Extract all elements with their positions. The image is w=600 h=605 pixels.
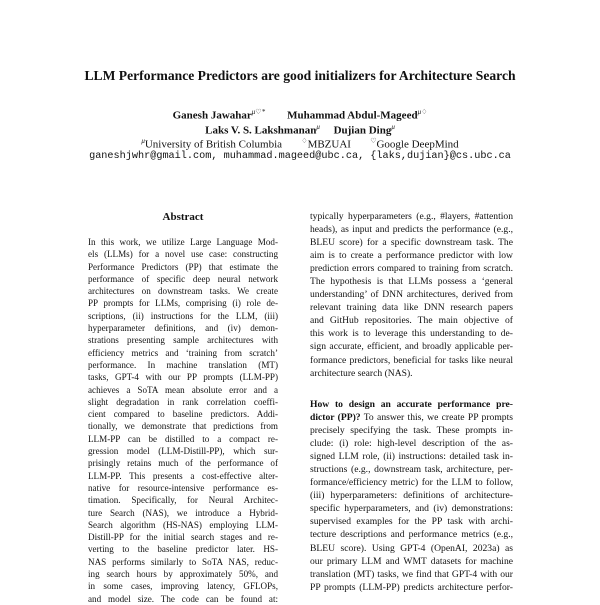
- text-line: performance. In machine translation (MT): [88, 359, 278, 370]
- author-emails: ganeshjwhr@gmail.com, muhammad.mageed@ubc.ca, {laks,dujian}@cs.ubc.ca: [89, 151, 511, 162]
- text-line: translation (MT) tasks, we find that GPT-4 with our: [310, 568, 513, 580]
- text-line: typically hyperparameters (e.g., #layers, #attention: [310, 211, 513, 222]
- text-line: in some cases, improving latency, GFLOPs,: [88, 581, 278, 592]
- text-line: supervised examples for the PP task with archi-: [310, 516, 513, 528]
- text-line: relevant training data like DNN research papers: [310, 302, 513, 314]
- text-line: strations presenting sample architectures with: [88, 335, 278, 346]
- text-line: our primary LLM and WMT datasets for machine: [310, 555, 513, 567]
- text-line: timation. Specifically, for Neural Architec-: [88, 495, 278, 506]
- text-line: tionally, we demonstrate that predictions from: [88, 421, 278, 432]
- text-line: Performance Predictors (PP) that estimate the: [88, 261, 278, 272]
- text-line: tasks, GPT-4 with our PP prompts (LLM-PP): [88, 372, 278, 383]
- text-line: hyperparameter definitions, and (iv) demon-: [88, 323, 278, 334]
- text-line: and model size. The code can be found at:: [88, 593, 278, 604]
- text-line: verting to the baseline predictor later. HS-: [88, 544, 278, 555]
- author-name: Laks V. S. Lakshmanan: [205, 124, 317, 137]
- text-line: aim is to create a performance predictor with low: [310, 250, 513, 262]
- text-line: els (LLMs) for a novel use case: constructing: [88, 249, 278, 260]
- text-line: sign accurate, efficient, and broadly applicable per-: [310, 341, 513, 353]
- text-line: BLEU score) for a specific downstream task. The: [310, 237, 513, 249]
- text-line: performance of specific deep neural network: [88, 273, 278, 284]
- affil-sup: ♡: [370, 137, 377, 145]
- text-line: Distill-PP for the initial search stages and re-: [88, 532, 278, 543]
- text-line: architecture search (NAS).: [310, 367, 413, 379]
- text-line: prediction errors compared to training from scratch.: [310, 263, 513, 275]
- abstract-body: [88, 236, 278, 605]
- text-line: structions (e.g., downstream task, architecture, per-: [310, 464, 513, 476]
- paper-title: LLM Performance Predictors are good initializers for Architecture Search: [84, 68, 516, 83]
- affil-sup: μ: [141, 137, 145, 145]
- author-sup: μ: [391, 123, 395, 131]
- text-line: PP prompts (LLM-PP) predicts architecture perfor-: [310, 581, 513, 593]
- text-line: cient compared to baseline predictors. Addi-: [88, 409, 278, 420]
- text-line: tecture descriptions and performance metrics (e.g.,: [310, 529, 513, 541]
- text-line: LLM-PP. This presents a cost-effective alter-: [88, 470, 278, 481]
- text-line: dictor (PP)? To answer this, we create PP prompts: [310, 412, 513, 424]
- text-line: scriptions, (ii) instructions for the LLM, (iii): [88, 310, 278, 321]
- text-line: and GitHub repositories. The main objective of: [310, 315, 513, 327]
- text-line: PP prompts for LLMs, comprising (i) role de-: [88, 298, 278, 309]
- text-line: slight degradation in rank correlation coeffi-: [88, 396, 278, 407]
- author-sup: μ: [316, 123, 320, 131]
- text-line: The hypothesis is that LLMs possess a ‘general: [310, 276, 513, 288]
- text-line: achieves a SoTA mean absolute error and a: [88, 384, 278, 395]
- text-line: formance/efficiency metric) for the LLM to follow,: [310, 477, 513, 489]
- paragraph-lines: [310, 424, 513, 594]
- text-line: In this work, we utilize Large Language Mod-: [88, 237, 278, 247]
- affiliation-deepmind: Google DeepMind: [376, 138, 459, 151]
- intro-paragraph: [310, 210, 513, 380]
- affiliation-mbzuai: MBZUAI: [307, 138, 351, 151]
- author-sup: μ♢: [417, 108, 428, 116]
- text-line: Search algorithm (HS-NAS) employing LLM-: [88, 519, 278, 530]
- affiliation-ubc: University of British Columbia: [144, 138, 283, 151]
- text-line: signed LLM role, (ii) instructions: detailed task in-: [310, 451, 513, 463]
- text-line: architectures on downstream tasks. We create: [88, 286, 278, 297]
- text-line: understanding’ of DNN architectures, derived from: [310, 289, 513, 301]
- author-name: Dujian Ding: [333, 124, 392, 137]
- text-line: NAS performs similarly to SoTA NAS, reduc-: [88, 556, 278, 567]
- author-name: Muhammad Abdul-Mageed: [287, 109, 418, 122]
- text-line: formance predictors, beneficial for tasks like neural: [310, 354, 513, 366]
- affiliations: [0, 137, 600, 151]
- paragraph-heading: How to design an accurate performance pre-: [310, 399, 513, 410]
- author-sup: μ♡*: [251, 108, 266, 116]
- text-line: efficiency metrics and ‘training from scratch’: [88, 347, 278, 358]
- author-line-1: [0, 108, 600, 122]
- text-line: BLEU score). Using GPT-4 (OpenAI, 2023a) as: [310, 542, 513, 554]
- text-line: gression model (LLM-Distill-PP), which sur-: [88, 446, 278, 457]
- text-line: ing search hours by approximately 50%, and: [88, 569, 278, 580]
- text-line: heads), as input and predicts the performance (e.g.,: [310, 224, 513, 236]
- text-line: precisely specifying the task. These prompts in-: [310, 425, 513, 437]
- text-line: native for resource-intensive performance es-: [88, 482, 278, 493]
- text-line: (iii) hyperparameters: definitions of architecture-: [310, 490, 513, 502]
- author-line-2: [0, 123, 600, 137]
- intro-paragraph-2: [310, 398, 513, 594]
- text-line: this work is to leverage this understanding to de-: [310, 328, 513, 340]
- text-line: ture Search (NAS), we introduce a Hybrid-: [88, 507, 278, 518]
- author-name: Ganesh Jawahar: [172, 109, 252, 122]
- text-line: prisingly retains much of the performance of: [88, 458, 278, 469]
- abstract-heading: Abstract: [162, 211, 204, 223]
- text-line: specific hyperparameters, and (iv) demonstrations:: [310, 503, 513, 515]
- text-line: LLM-PP can be distilled to a compact re-: [88, 433, 278, 444]
- affil-sup: ♢: [301, 137, 308, 145]
- text-line: clude: (i) role: high-level description of the as-: [310, 438, 513, 450]
